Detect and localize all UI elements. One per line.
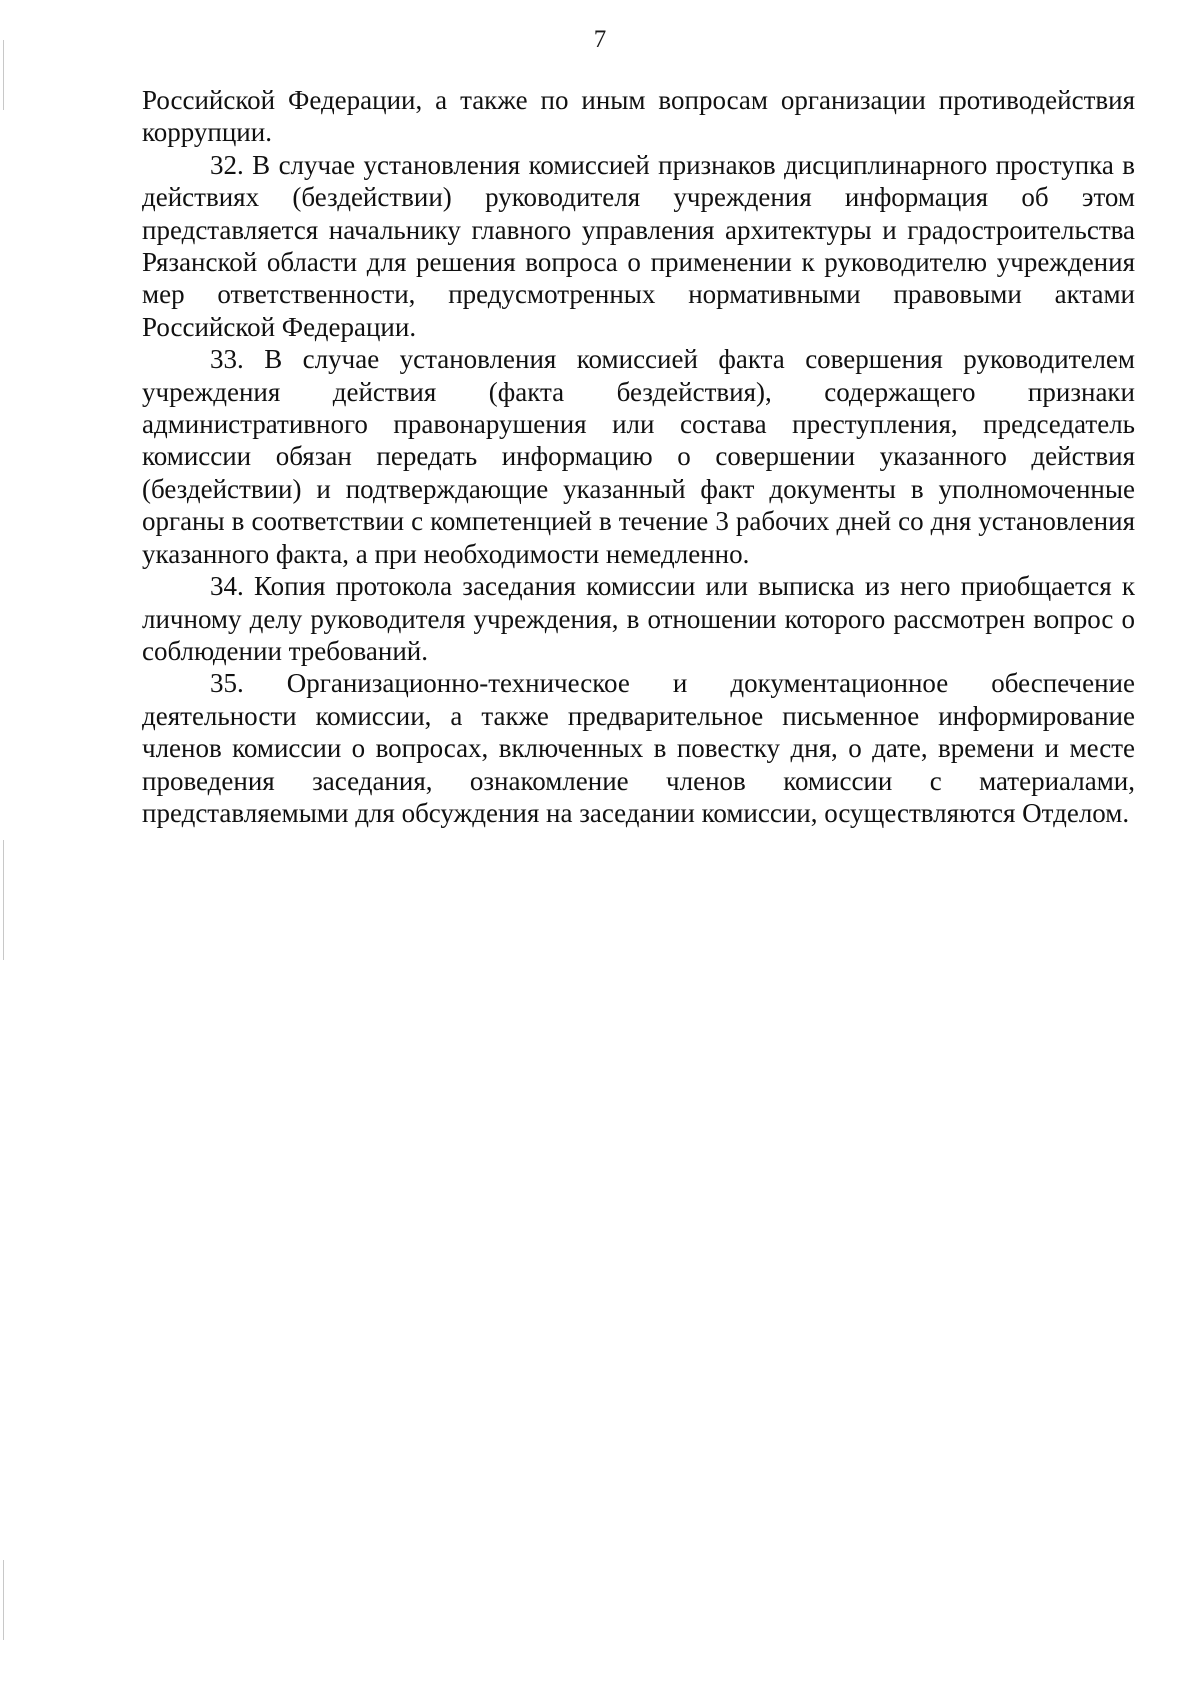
scan-edge-mark xyxy=(3,1560,4,1640)
scan-edge-mark xyxy=(3,840,4,960)
paragraph-32: 32. В случае установления комиссией признаков дисциплинарного проступка в действиях (бездействии) руководителя учреждения информация об этом представляется начальнику главного управления архитектуры и градостроительства Рязанской области для решения вопроса о применении к руководителю учреждения мер ответственности, предусмотренных нормативными правовыми актами Российской Федерации. xyxy=(142,149,1135,342)
paragraph-35: 35. Организационно-техническое и документационное обеспечение деятельности комиссии, а также предварительное письменное информирование членов комиссии о вопросах, включенных в повестку дня, о дате, времени и месте проведения заседания, ознакомление членов комиссии с материалами, представляемыми для обсуждения на заседании комиссии, осуществляются Отделом. xyxy=(142,668,1135,828)
document-body xyxy=(142,84,1135,829)
paragraph-33: 33. В случае установления комиссией факта совершения руководителем учреждения действия (факта бездействия), содержащего признаки административного правонарушения или состава преступления, председатель комиссии обязан передать информацию о совершении указанного действия (бездействии) и подтверждающие указанный факт документы в уполномоченные органы в соответствии с компетенцией в течение 3 рабочих дней со дня установления указанного факта, а при необходимости немедленно. xyxy=(142,344,1135,569)
paragraph-continuation: Российской Федерации, а также по иным вопросам организации противодействия коррупции. xyxy=(142,85,1135,148)
page-number: 7 xyxy=(593,26,607,53)
paragraph-34: 34. Копия протокола заседания комиссии или выписка из него приобщается к личному делу руководителя учреждения, в отношении которого рассмотрен вопрос о соблюдении требований. xyxy=(142,571,1135,666)
